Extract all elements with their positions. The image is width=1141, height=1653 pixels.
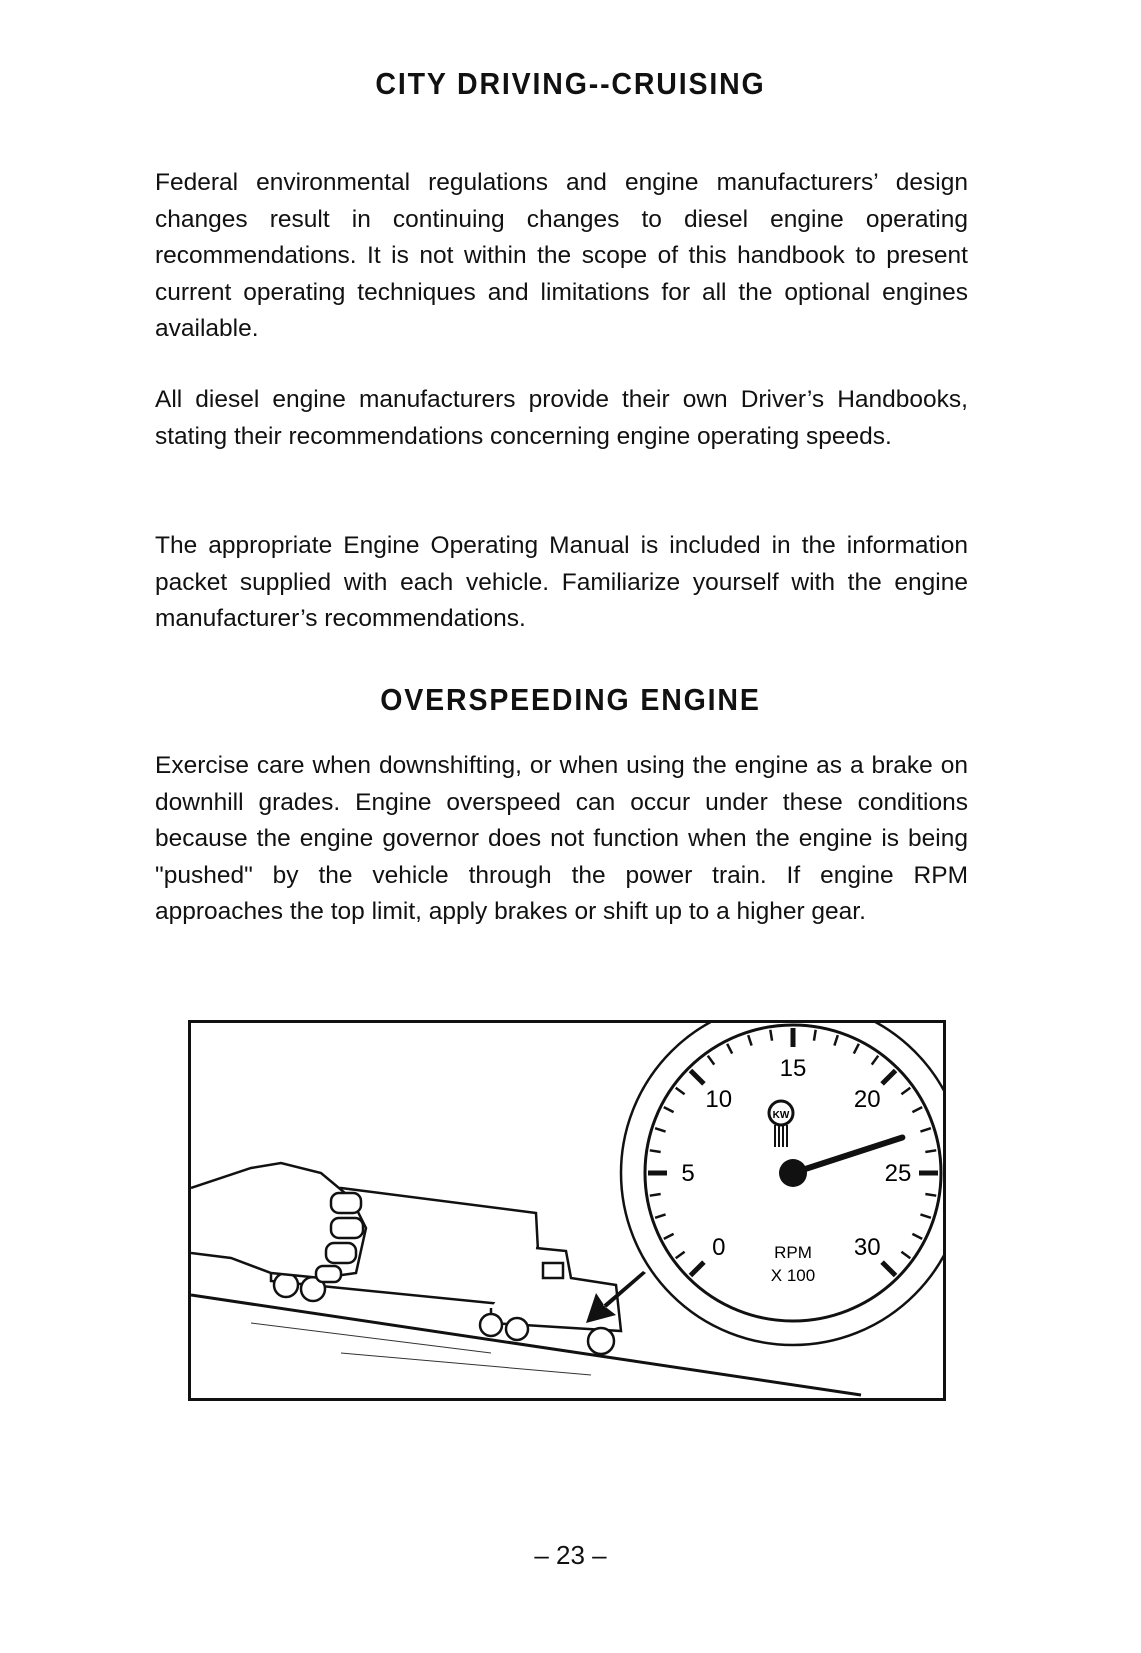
gauge-label-15: 15 xyxy=(779,1055,807,1082)
gauge-multiplier: X 100 xyxy=(770,1266,816,1285)
gauge-tick xyxy=(650,1194,661,1196)
paragraph-handbooks: All diesel engine manufacturers provide their own Driver’s Handbooks, stating their recommendations concerning engine operating speeds. xyxy=(155,386,968,450)
gauge-label-30: 30 xyxy=(853,1234,881,1262)
illustration-overspeed xyxy=(188,1020,946,1401)
paragraph-manual: The appropriate Engine Operating Manual is included in the information packet supplied with each vehicle. Familiarize yourself with the engine manufacturer’s recommendations. xyxy=(155,532,968,632)
paragraph-regulations: Federal environmental regulations and engine manufacturers’ design changes result in continuing changes to diesel engine operating recommendations. It is not within the scope of this handbook to present current operating techniques and limitations for all the optional engines available. xyxy=(155,169,968,342)
gauge-label-20: 20 xyxy=(853,1085,881,1113)
rpm-gauge xyxy=(621,1023,943,1345)
gauge-label-0: 0 xyxy=(712,1234,726,1262)
hand-icon xyxy=(191,1163,366,1282)
gauge-label-10: 10 xyxy=(705,1085,733,1113)
heading-overspeeding: OVERSPEEDING ENGINE xyxy=(380,682,761,717)
illustration-svg xyxy=(191,1023,943,1398)
gauge-tick xyxy=(814,1030,816,1041)
gauge-tick xyxy=(770,1030,772,1041)
gauge-tick xyxy=(925,1194,936,1196)
page-number: – 23 – xyxy=(534,1540,607,1570)
gauge-unit: RPM xyxy=(774,1243,812,1262)
gauge-label-25: 25 xyxy=(884,1160,912,1187)
svg-text:KW: KW xyxy=(772,1110,790,1121)
gauge-hub xyxy=(779,1159,807,1187)
gauge-label-5: 5 xyxy=(681,1160,695,1187)
heading-city-driving: CITY DRIVING--CRUISING xyxy=(375,66,766,101)
gauge-tick xyxy=(650,1150,661,1152)
gauge-tick xyxy=(925,1150,936,1152)
paragraph-overspeed: Exercise care when downshifting, or when using the engine as a brake on downhill grades. Engine overspeed can occur under these conditions because the engine governor does not function when the engine is being "pushed" by the vehicle through the power train. If engine RPM approaches the top limit, apply brakes or shift up to a higher gear. xyxy=(155,752,968,925)
